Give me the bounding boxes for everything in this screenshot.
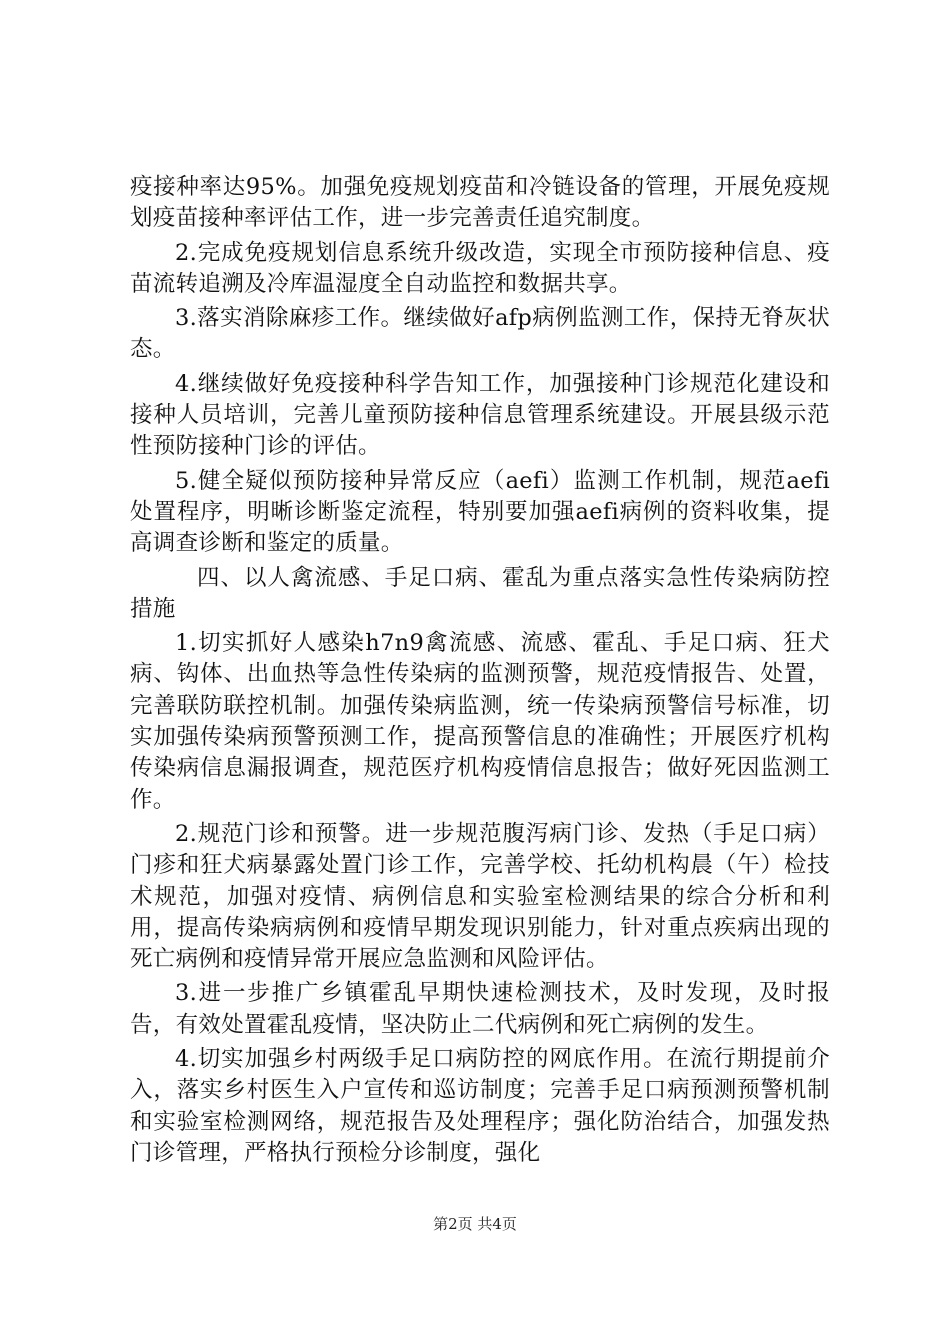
paragraph-item-4: 4.继续做好免疫接种科学告知工作，加强接种门诊规范化建设和接种人员培训，完善儿童预防接种信息管理系统建设。开展县级示范性预防接种门诊的评估。 [130, 370, 830, 460]
paragraph-item-3: 3.落实消除麻疹工作。继续做好afp病例监测工作，保持无脊灰状态。 [130, 305, 830, 363]
document-body [130, 172, 830, 1172]
section-heading-four: 四、以人禽流感、手足口病、霍乱为重点落实急性传染病防控措施 [130, 564, 830, 622]
page-number-label: 第2页 共4页 [433, 1215, 517, 1233]
page-footer [0, 1213, 950, 1234]
paragraph-item-5: 5.健全疑似预防接种异常反应（aefi）监测工作机制，规范aefi处置程序，明晰诊断鉴定流程，特别要加强aefi病例的资料收集，提高调查诊断和鉴定的质量。 [130, 467, 830, 557]
paragraph-section4-item-2: 2.规范门诊和预警。进一步规范腹泻病门诊、发热（手足口病）门疹和狂犬病暴露处置门诊工作，完善学校、托幼机构晨（午）检技术规范，加强对疫情、病例信息和实验室检测结果的综合分析和利用，提高传染病病例和疫情早期发现识别能力，针对重点疾病出现的死亡病例和疫情异常开展应急监测和风险评估。 [130, 820, 830, 973]
paragraph-continuation: 疫接种率达95%。加强免疫规划疫苗和冷链设备的管理，开展免疫规划疫苗接种率评估工作，进一步完善责任追究制度。 [130, 174, 830, 232]
paragraph-item-2: 2.完成免疫规划信息系统升级改造，实现全市预防接种信息、疫苗流转追溯及冷库温湿度全自动监控和数据共享。 [130, 239, 830, 297]
paragraph-section4-item-3: 3.进一步推广乡镇霍乱早期快速检测技术，及时发现，及时报告，有效处置霍乱疫情，坚决防止二代病例和死亡病例的发生。 [130, 980, 830, 1038]
paragraph-section4-item-1: 1.切实抓好人感染h7n9禽流感、流感、霍乱、手足口病、狂犬病、钩体、出血热等急性传染病的监测预警，规范疫情报告、处置，完善联防联控机制。加强传染病监测，统一传染病预警信号标准，切实加强传染病预警预测工作，提高预警信息的准确性；开展医疗机构传染病信息漏报调查，规范医疗机构疫情信息报告；做好死因监测工作。 [130, 630, 830, 813]
paragraph-section4-item-4: 4.切实加强乡村两级手足口病防控的网底作用。在流行期提前介入，落实乡村医生入户宣传和巡访制度；完善手足口病预测预警机制和实验室检测网络，规范报告及处理程序；强化防治结合，加强发热门诊管理，严格执行预检分诊制度，强化 [130, 1046, 830, 1166]
